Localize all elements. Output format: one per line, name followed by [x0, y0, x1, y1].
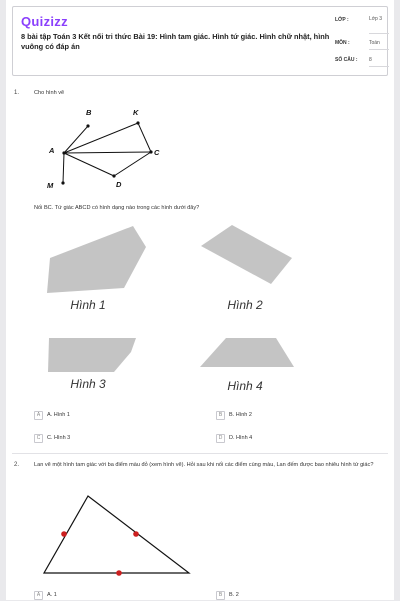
point-label-d: D	[116, 180, 122, 189]
q2-option-b-text: B. 2	[229, 592, 239, 598]
option-b-text: B. Hình 2	[229, 412, 252, 418]
count-value: 8	[369, 57, 372, 63]
worksheet-page	[6, 0, 394, 600]
figure-label-4: Hình 4	[227, 379, 263, 393]
subject-label: MÔN :	[335, 40, 350, 46]
question-1-number: 1.	[14, 90, 20, 96]
q2-option-a-marker[interactable]: A	[34, 591, 43, 600]
point-label-k: K	[133, 108, 139, 117]
option-a-text: A. Hình 1	[47, 412, 70, 418]
question-2-number: 2.	[14, 462, 20, 468]
point-label-b: B	[86, 108, 92, 117]
figure-label-3: Hình 3	[70, 377, 106, 391]
class-value: Lớp 3	[369, 16, 383, 22]
triangle-figure	[6, 0, 394, 600]
option-b-marker[interactable]: B	[216, 411, 225, 420]
q2-option-b[interactable]	[216, 589, 239, 601]
question-2-text: Lan vẽ một hình tam giác với ba điểm màu đỏ (xem hình vẽ). Hỏi sau khi nối các điểm cùng màu, Lan đếm được bao nhiêu hình tứ giác?	[34, 462, 374, 468]
point-label-m: M	[47, 181, 54, 190]
count-label: SỐ CÂU :	[335, 57, 358, 63]
quizizz-logo: Quizizz	[21, 14, 68, 29]
class-label: LỚP :	[335, 17, 349, 23]
question-1-text: Nối BC. Tứ giác ABCD có hình dạng nào trong các hình dưới đây?	[34, 205, 200, 211]
option-c-text: C. Hình 3	[47, 435, 71, 441]
point-label-c: C	[154, 148, 160, 157]
subject-value: Toán	[369, 40, 380, 46]
figure-label-1: Hình 1	[70, 298, 106, 312]
q2-option-a[interactable]	[34, 589, 57, 601]
option-d-text: D. Hình 4	[229, 435, 253, 441]
worksheet-title: 8 bài tập Toán 3 Kết nối tri thức Bài 19: Hình tam giác. Hình tứ giác. Hình chữ nhật, hình vuông có đáp án	[21, 32, 330, 51]
red-dot-right	[133, 531, 139, 537]
option-d-marker[interactable]: D	[216, 434, 225, 443]
question-1-intro: Cho hình vẽ	[34, 90, 65, 96]
red-dot-bottom	[116, 570, 122, 576]
option-a-marker[interactable]: A	[34, 411, 43, 420]
q2-option-a-text: A. 1	[47, 592, 57, 598]
figure-label-2: Hình 2	[227, 298, 263, 312]
point-label-a: A	[49, 146, 55, 155]
red-dot-left	[61, 531, 67, 537]
q2-option-b-marker[interactable]: B	[216, 591, 225, 600]
option-c-marker[interactable]: C	[34, 434, 43, 443]
